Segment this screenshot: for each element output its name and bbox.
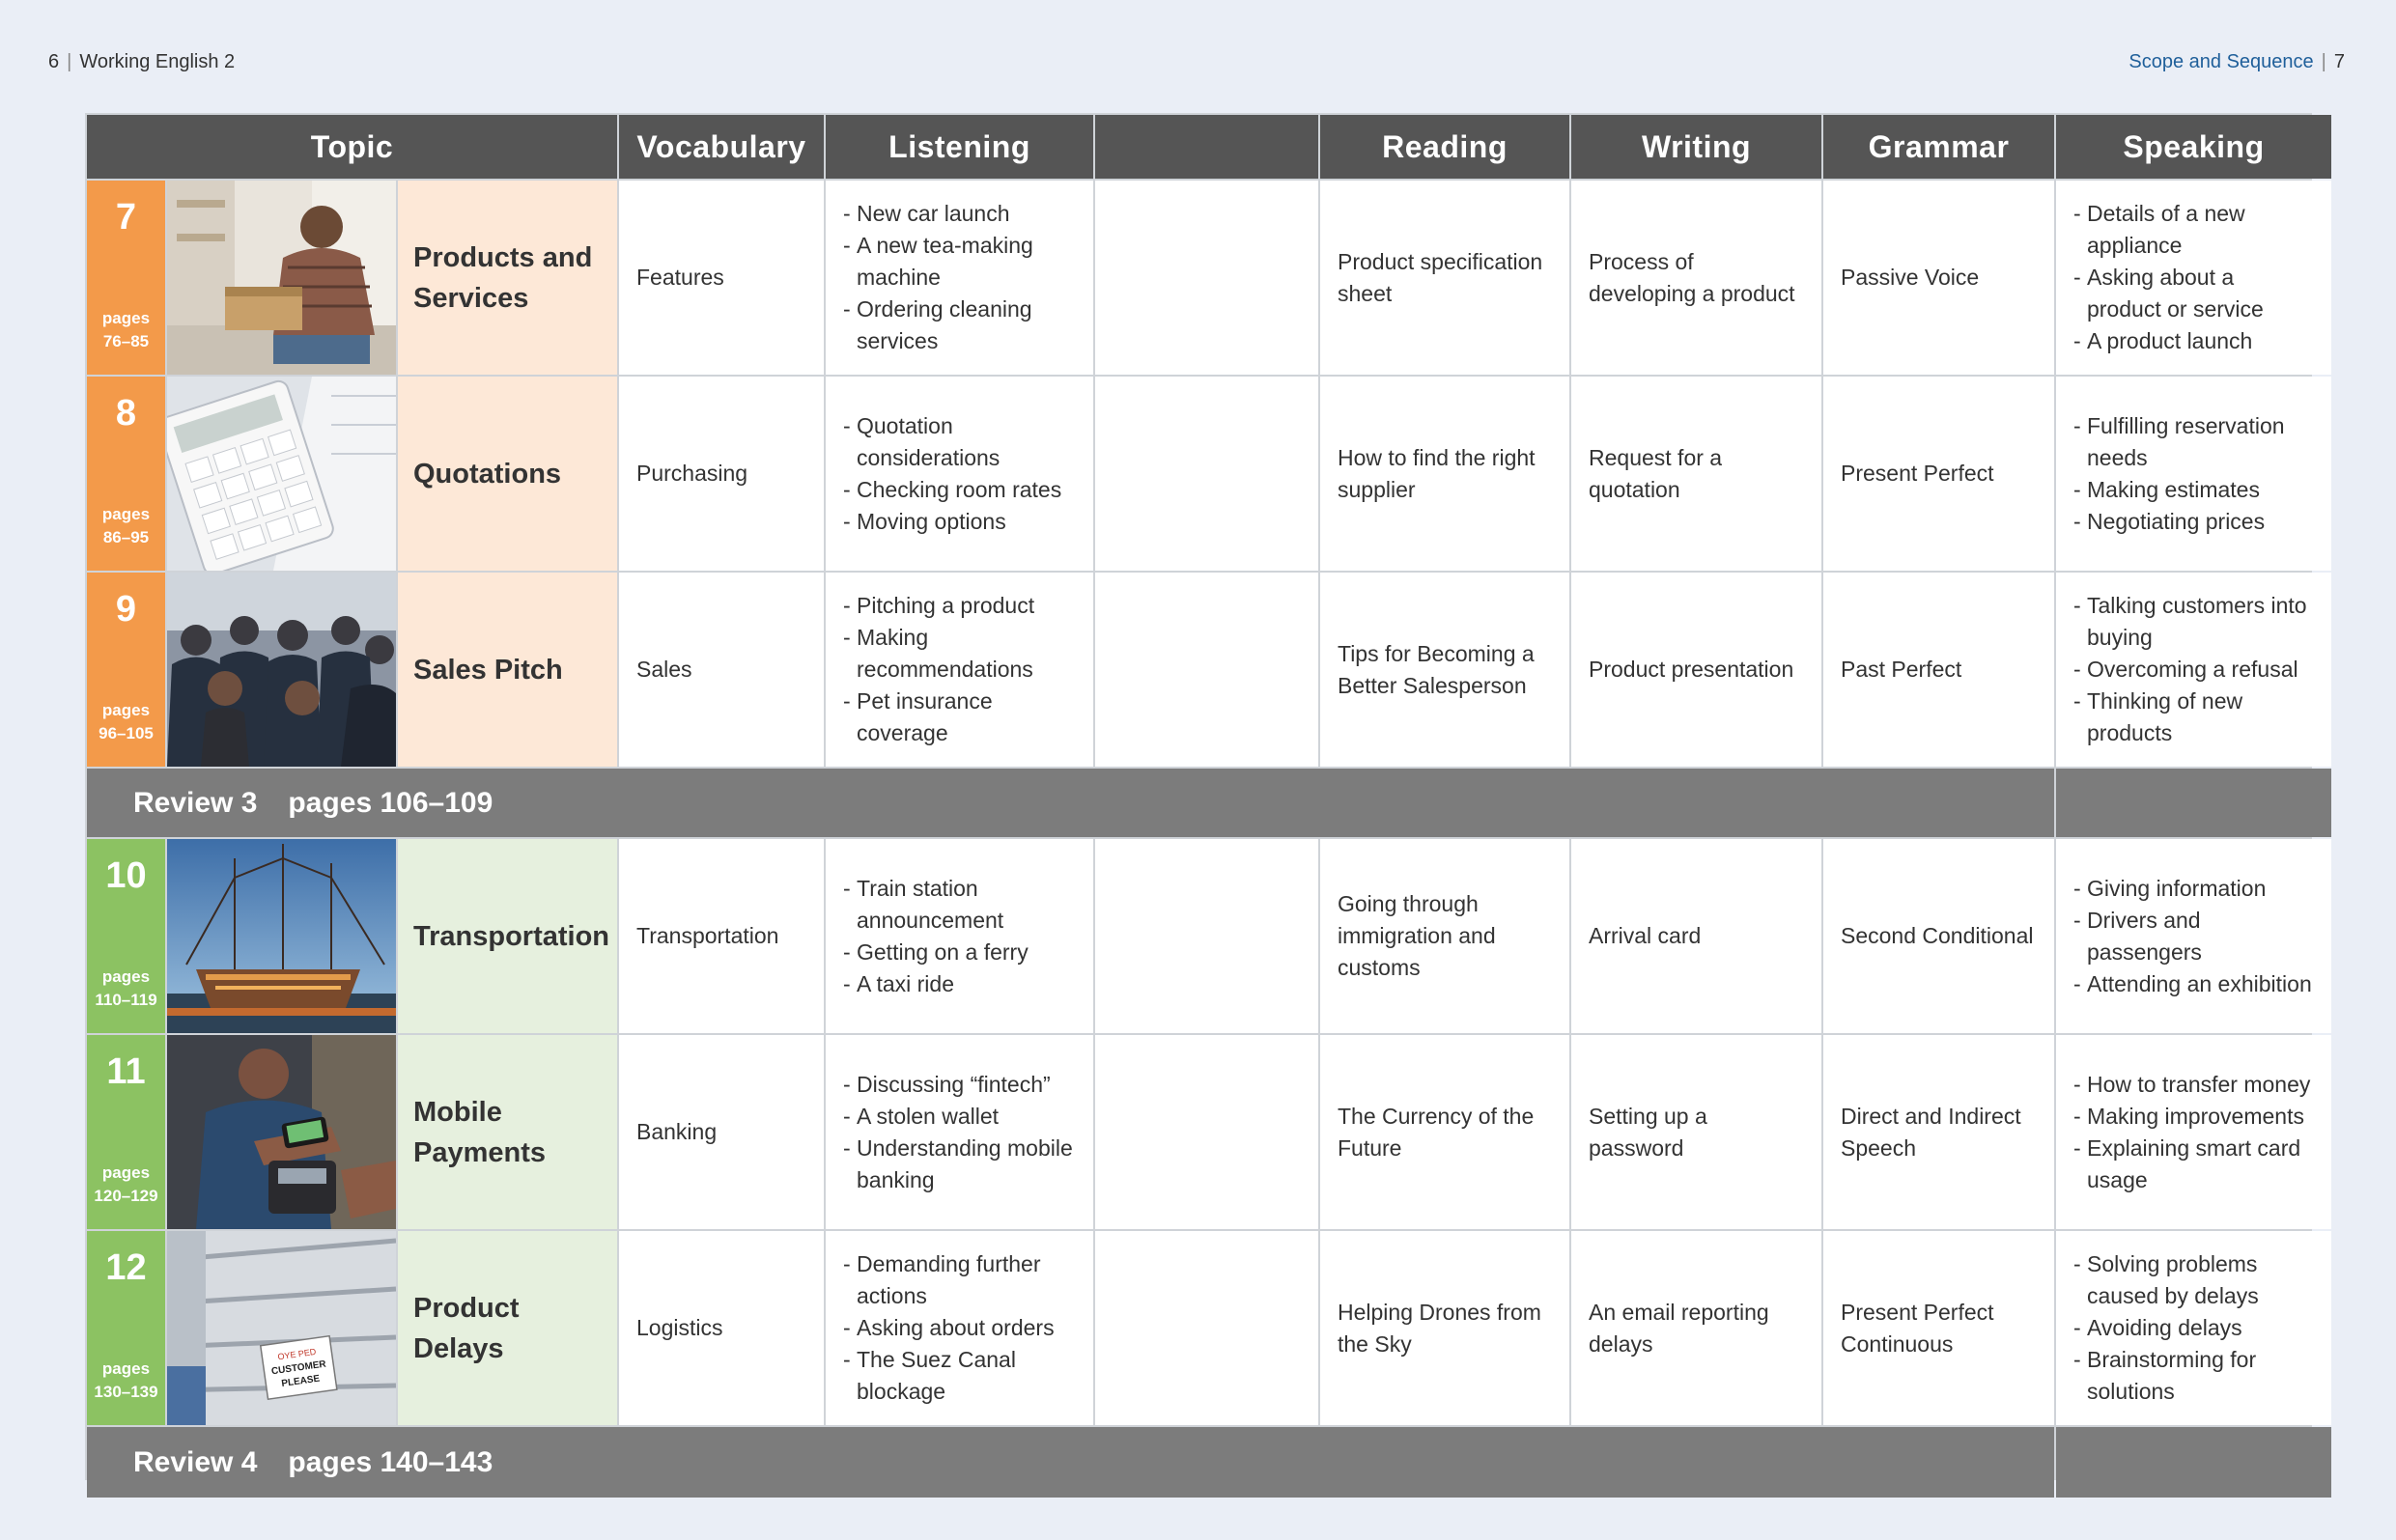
reading-cell: The Currency of the Future (1320, 1035, 1569, 1229)
listening-item: - New car launch (843, 198, 1076, 230)
listening-cell (826, 1035, 1093, 1229)
blank-cell (1095, 1231, 1318, 1425)
listening-cell (826, 377, 1093, 571)
left-folio: 6 | Working English 2 (48, 51, 236, 72)
listening-cell (826, 1231, 1093, 1425)
unit-number-badge (87, 839, 165, 1033)
listening-item: - Checking room rates (843, 474, 1076, 506)
blank-cell (1095, 839, 1318, 1033)
speaking-item: - Solving problems caused by delays (2073, 1248, 2314, 1312)
unit-title: Product Delays (398, 1231, 617, 1425)
review-pages: pages 140–143 (288, 1445, 493, 1478)
pages-label: pages (101, 309, 151, 327)
grammar-cell: Direct and Indirect Speech (1823, 1035, 2054, 1229)
shelf-sign-text: CUSTOMER (270, 1358, 327, 1378)
speaking-item: - Fulfilling reservation needs (2073, 410, 2314, 474)
shelf-sign-text: PLEASE (280, 1373, 321, 1390)
vocabulary-cell: Purchasing (619, 377, 824, 571)
listening-item: - The Suez Canal blockage (843, 1344, 1076, 1408)
speaking-item: - Talking customers into buying (2073, 590, 2314, 654)
listening-item: - Quotation considerations (843, 410, 1076, 474)
header-reading: Reading (1320, 115, 1569, 179)
shelf-sign-text: OYE PED (276, 1346, 317, 1362)
unit-number-badge (87, 1035, 165, 1229)
speaking-item: - Making estimates (2073, 474, 2314, 506)
grammar-cell: Second Conditional (1823, 839, 2054, 1033)
left-page-number: 6 (48, 51, 60, 72)
pages-label: pages (101, 1163, 151, 1182)
empty-shelves-photo (167, 1231, 396, 1425)
listening-item: - A taxi ride (843, 968, 1076, 1000)
scope-sequence-table (85, 113, 2312, 1480)
speaking-cell (2056, 181, 2331, 375)
audience-applauding-photo (167, 573, 396, 767)
right-page-number: 7 (2333, 51, 2345, 72)
vocabulary-cell: Logistics (619, 1231, 824, 1425)
unit-pages: 110–119 (95, 991, 157, 1009)
review-bar-end (2056, 769, 2331, 837)
listening-cell (826, 839, 1093, 1033)
review-pages: pages 106–109 (288, 786, 493, 819)
speaking-item: - Details of a new appliance (2073, 198, 2314, 262)
unit-title: Mobile Payments (398, 1035, 617, 1229)
grammar-cell: Present Perfect (1823, 377, 2054, 571)
writing-cell: Process of developing a product (1571, 181, 1821, 375)
listening-item: - Ordering cleaning services (843, 294, 1076, 357)
unit-pages: 130–139 (94, 1383, 158, 1401)
listening-cell (826, 181, 1093, 375)
reading-cell: Helping Drones from the Sky (1320, 1231, 1569, 1425)
speaking-cell (2056, 1035, 2331, 1229)
grammar-cell: Past Perfect (1823, 573, 2054, 767)
listening-item: - A new tea-making machine (843, 230, 1076, 294)
reading-cell: Going through immigration and customs (1320, 839, 1569, 1033)
unit-pages: 96–105 (99, 724, 154, 742)
listening-item: - Getting on a ferry (843, 937, 1076, 968)
review-label: Review 3 (133, 786, 258, 819)
man-opening-package-photo (167, 181, 396, 375)
header-blank (1095, 115, 1318, 179)
speaking-item: - Thinking of new products (2073, 686, 2314, 749)
reading-cell: How to find the right supplier (1320, 377, 1569, 571)
calculator-photo (167, 377, 396, 571)
listening-item: - Understanding mobile banking (843, 1133, 1076, 1196)
listening-item: - Making recommendations (843, 622, 1076, 686)
header-speaking: Speaking (2056, 115, 2331, 179)
listening-item: - Moving options (843, 506, 1076, 538)
speaking-item: - Making improvements (2073, 1101, 2314, 1133)
listening-item: - Train station announcement (843, 873, 1076, 937)
speaking-item: - Overcoming a refusal (2073, 654, 2314, 686)
speaking-cell (2056, 377, 2331, 571)
writing-cell: Arrival card (1571, 839, 1821, 1033)
pages-label: pages (101, 1359, 151, 1378)
speaking-item: - Brainstorming for solutions (2073, 1344, 2314, 1408)
speaking-item: - Explaining smart card usage (2073, 1133, 2314, 1196)
unit-number-badge (87, 573, 165, 767)
header-grammar: Grammar (1823, 115, 2054, 179)
phone-payment-photo (167, 1035, 396, 1229)
unit-title: Quotations (398, 377, 617, 571)
speaking-cell (2056, 839, 2331, 1033)
unit-pages: 120–129 (94, 1187, 158, 1205)
unit-number-badge (87, 377, 165, 571)
speaking-cell (2056, 1231, 2331, 1425)
review-bar-end (2056, 1427, 2331, 1498)
unit-pages: 76–85 (102, 332, 150, 350)
book-title: Working English 2 (79, 51, 236, 72)
speaking-item: - Drivers and passengers (2073, 905, 2314, 968)
pages-label: pages (101, 505, 151, 523)
grammar-cell: Present Perfect Continuous (1823, 1231, 2054, 1425)
blank-cell (1095, 181, 1318, 375)
unit-number: 12 (105, 1247, 147, 1288)
vocabulary-cell: Features (619, 181, 824, 375)
listening-item: - Pitching a product (843, 590, 1076, 622)
listening-cell (826, 573, 1093, 767)
writing-cell: Product presentation (1571, 573, 1821, 767)
blank-cell (1095, 573, 1318, 767)
listening-item: - A stolen wallet (843, 1101, 1076, 1133)
speaking-item: - A product launch (2073, 325, 2314, 357)
unit-pages: 86–95 (102, 528, 150, 546)
writing-cell: Setting up a password (1571, 1035, 1821, 1229)
speaking-item: - Giving information (2073, 873, 2314, 905)
unit-number: 7 (115, 197, 137, 238)
blank-cell (1095, 377, 1318, 571)
section-title: Scope and Sequence (2128, 51, 2314, 72)
unit-title: Sales Pitch (398, 573, 617, 767)
sailing-ship-photo (167, 839, 396, 1033)
header-writing: Writing (1571, 115, 1821, 179)
unit-title: Transportation (398, 839, 617, 1033)
speaking-item: - Negotiating prices (2073, 506, 2314, 538)
review-bar (87, 1427, 2054, 1498)
unit-title: Products and Services (398, 181, 617, 375)
speaking-item: - Attending an exhibition (2073, 968, 2314, 1000)
reading-cell: Tips for Becoming a Better Salesperson (1320, 573, 1569, 767)
header-topic: Topic (87, 115, 617, 179)
vocabulary-cell: Transportation (619, 839, 824, 1033)
speaking-item: - How to transfer money (2073, 1069, 2314, 1101)
vocabulary-cell: Banking (619, 1035, 824, 1229)
grammar-cell: Passive Voice (1823, 181, 2054, 375)
right-folio: Scope and Sequence | 7 (2128, 51, 2345, 72)
vocabulary-cell: Sales (619, 573, 824, 767)
header-listening: Listening (826, 115, 1093, 179)
listening-item: - Demanding further actions (843, 1248, 1076, 1312)
review-bar (87, 769, 2054, 837)
unit-number-badge (87, 1231, 165, 1425)
listening-item: - Discussing “fintech” (843, 1069, 1076, 1101)
review-label: Review 4 (133, 1445, 258, 1478)
unit-number-badge (87, 181, 165, 375)
listening-item: - Pet insurance coverage (843, 686, 1076, 749)
pages-label: pages (101, 967, 151, 986)
speaking-cell (2056, 573, 2331, 767)
pages-label: pages (101, 701, 151, 719)
writing-cell: An email reporting delays (1571, 1231, 1821, 1425)
speaking-item: - Asking about a product or service (2073, 262, 2314, 325)
header-vocabulary: Vocabulary (619, 115, 824, 179)
unit-number: 11 (106, 1051, 146, 1092)
unit-number: 9 (115, 589, 137, 630)
unit-number: 10 (105, 855, 147, 896)
reading-cell: Product specification sheet (1320, 181, 1569, 375)
blank-cell (1095, 1035, 1318, 1229)
unit-number: 8 (115, 393, 137, 434)
speaking-item: - Avoiding delays (2073, 1312, 2314, 1344)
listening-item: - Asking about orders (843, 1312, 1076, 1344)
writing-cell: Request for a quotation (1571, 377, 1821, 571)
